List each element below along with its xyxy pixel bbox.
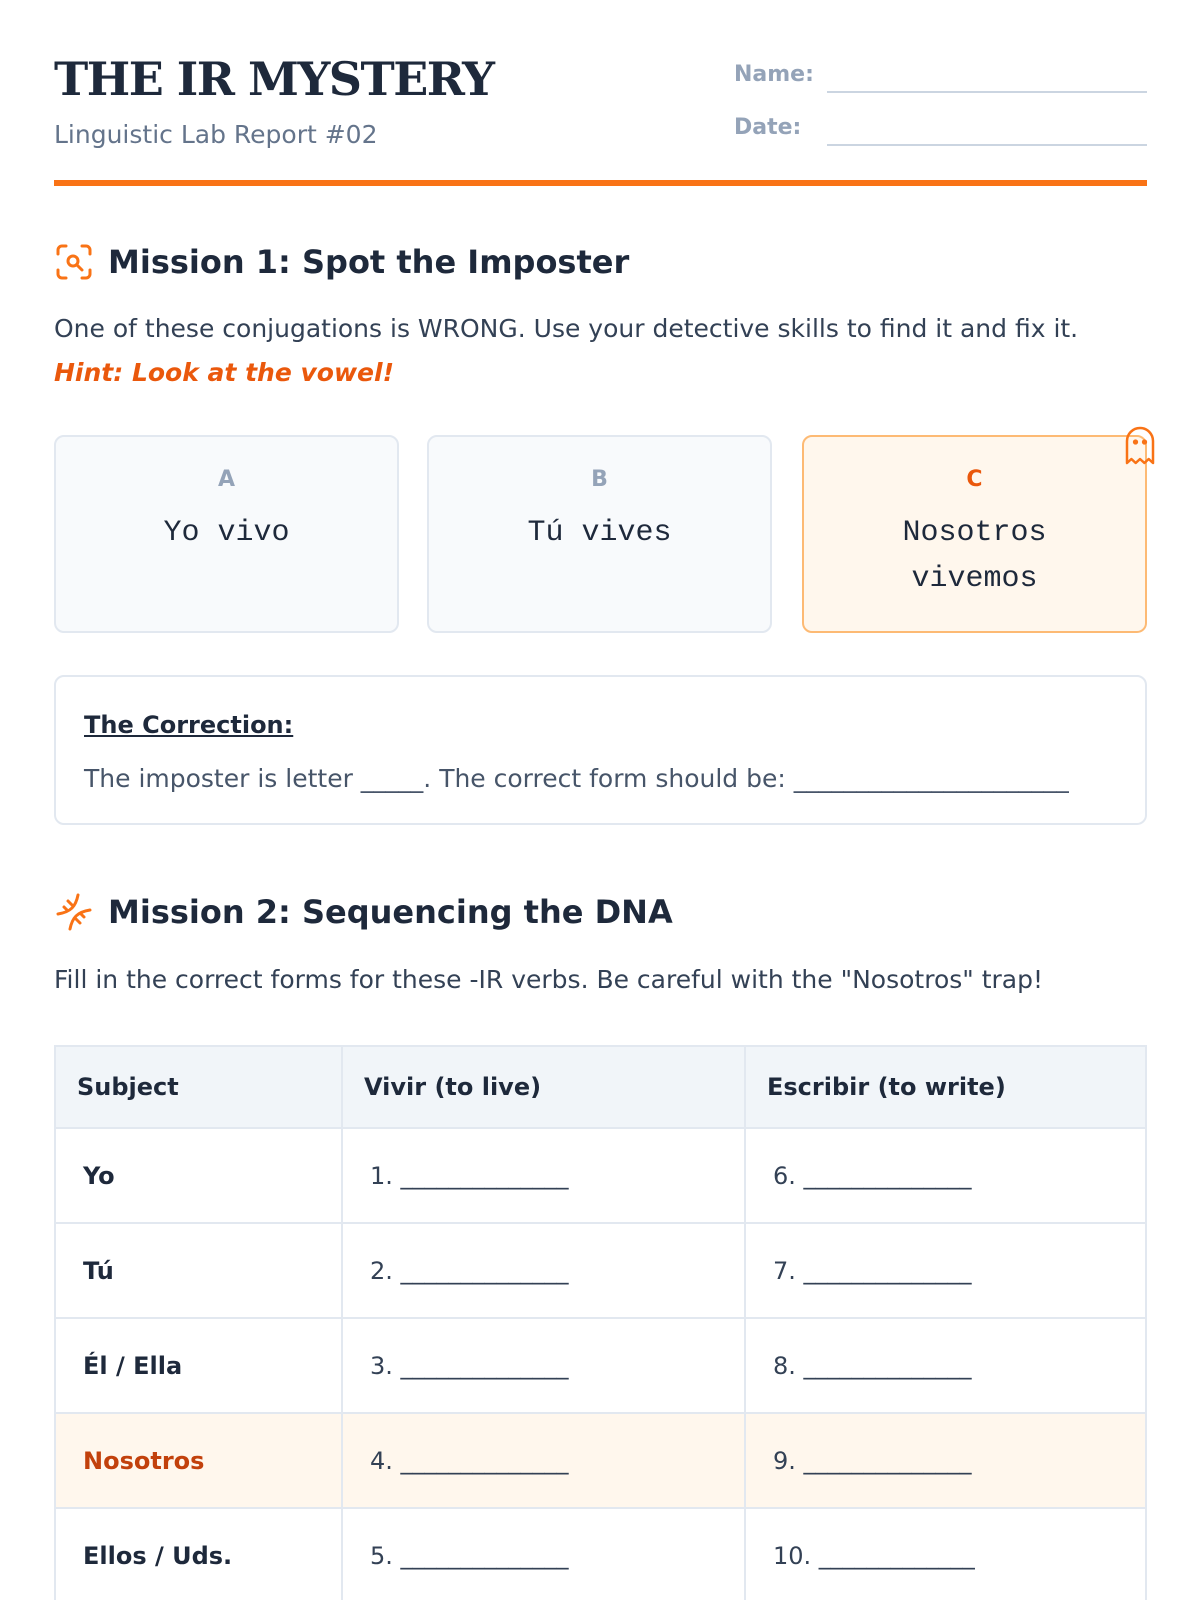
table-row-nosotros — [56, 1414, 1145, 1509]
subject-cell: Él / Ella — [56, 1319, 343, 1412]
mission2-instructions: Fill in the correct forms for these -IR verbs. Be careful with the "Nosotros" trap! — [54, 965, 1044, 994]
card-c[interactable] — [802, 435, 1147, 633]
page-subtitle: Linguistic Lab Report #02 — [54, 120, 378, 149]
conjugation-table — [54, 1045, 1147, 1600]
subject-cell: Yo — [56, 1129, 343, 1222]
card-letter: A — [217, 467, 236, 492]
name-field[interactable] — [827, 91, 1147, 93]
column-header: Escribir (to write) — [767, 1073, 1006, 1101]
table-row — [56, 1224, 1145, 1319]
card-text: Tú vives — [527, 516, 672, 550]
table-row — [56, 1129, 1145, 1224]
card-text: Nosotros vivemos — [902, 516, 1047, 596]
mission1-hint: Hint: Look at the vowel! — [54, 358, 394, 387]
mission2-title: Mission 2: Sequencing the DNA — [108, 893, 673, 931]
name-label: Name: — [734, 62, 814, 87]
answer-blank[interactable]: 10. _____________ — [773, 1541, 975, 1570]
page-title: THE IR MYSTERY — [54, 52, 494, 106]
table-row — [56, 1509, 1145, 1600]
column-header: Subject — [56, 1047, 343, 1127]
subject-cell: Nosotros — [56, 1414, 343, 1507]
answer-blank[interactable]: 4. ______________ — [343, 1414, 746, 1507]
ghost-icon — [1123, 425, 1157, 465]
answer-blank[interactable]: 5. ______________ — [343, 1509, 746, 1600]
mission1-heading — [54, 242, 629, 282]
correction-box — [54, 675, 1147, 825]
table-row — [56, 1319, 1145, 1414]
subject-cell: Tú — [56, 1224, 343, 1317]
table-header-row — [56, 1047, 1145, 1129]
correction-title: The Correction: — [84, 711, 294, 739]
mission1-title: Mission 1: Spot the Imposter — [108, 243, 630, 281]
column-header: Vivir (to live) — [343, 1047, 746, 1127]
dna-icon — [54, 892, 94, 932]
answer-blank[interactable]: 9. ______________ — [773, 1446, 972, 1475]
date-label: Date: — [734, 115, 802, 140]
card-letter: C — [966, 467, 983, 492]
worksheet-page — [54, 0, 1147, 1600]
mission1-instructions: One of these conjugations is WRONG. Use your detective skills to find it and fix it. — [54, 314, 1079, 343]
header-divider — [54, 180, 1147, 186]
mission2-heading — [54, 892, 673, 932]
card-text: Yo vivo — [163, 516, 290, 550]
answer-blank[interactable]: 1. ______________ — [343, 1129, 746, 1222]
card-letter: B — [591, 467, 608, 492]
scan-search-icon — [54, 242, 94, 282]
subject-cell: Ellos / Uds. — [56, 1509, 343, 1600]
answer-blank[interactable]: 6. ______________ — [773, 1161, 972, 1190]
date-field[interactable] — [827, 144, 1147, 146]
answer-blank[interactable]: 7. ______________ — [773, 1256, 972, 1285]
card-a[interactable] — [54, 435, 399, 633]
answer-blank[interactable]: 2. ______________ — [343, 1224, 746, 1317]
answer-blank[interactable]: 8. ______________ — [773, 1351, 972, 1380]
card-b[interactable] — [427, 435, 772, 633]
correction-prompt[interactable]: The imposter is letter _____. The correct form should be: ______________________ — [84, 764, 1069, 793]
answer-blank[interactable]: 3. ______________ — [343, 1319, 746, 1412]
